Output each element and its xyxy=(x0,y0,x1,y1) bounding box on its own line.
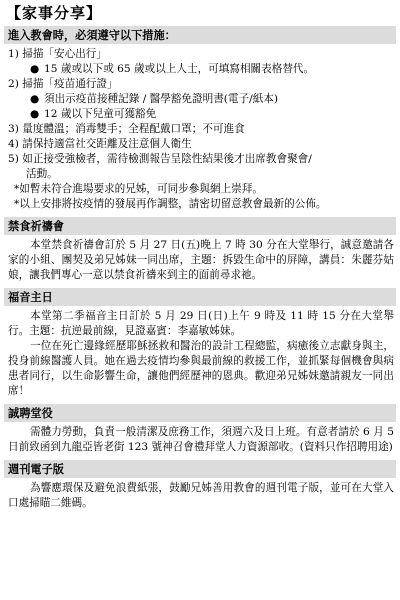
entry-item-2: 2) 掃描「疫苗通行證」 xyxy=(8,78,118,90)
page-title: 【家事分享】 xyxy=(6,4,103,22)
sub-item-text: 15 歲或以下或 65 歲或以上人士，可填寫相關表格替代。 xyxy=(44,63,315,75)
sub-item-text: 須出示疫苗接種記錄 / 醫學豁免證明書(電子/紙本) xyxy=(44,93,279,105)
entry-item-1-sub-1 xyxy=(4,62,396,77)
entry-note-1: *如暫未符合進場要求的兄姊，可同步參與網上崇拜。 xyxy=(14,183,263,195)
hiring-text: 需體力勞動，負責一般清潔及庶務工作，須週六及日上班。有意者請於 6 月 5 日前致函到九龍亞皆老街 123 號神召會禮拜堂人力資源部收。(資料只作招聘用途) xyxy=(8,426,394,453)
sub-item-text: 12 歲以下兒童可獲豁免 xyxy=(44,108,157,120)
fasting-header: 禁食祈禱會 xyxy=(4,217,396,235)
weekly-header: 週刊電子版 xyxy=(4,460,396,478)
entry-item-1: 1) 掃描「安心出行」 xyxy=(8,48,107,60)
hiring-header: 誠聘堂役 xyxy=(4,404,396,422)
entry-note-2: *以上安排將按疫情的發展再作調整，請密切留意教會最新的公佈。 xyxy=(14,198,327,210)
bullet-icon: ● xyxy=(30,63,40,75)
entry-item-4: 4) 請保持適當社交距離及注意個人衛生 xyxy=(8,138,192,150)
weekly-text: 為響應環保及避免浪費紙張，鼓勵兄姊善用教會的週刊電子版，並可在大堂入口處掃瞄二維碼。 xyxy=(8,482,394,509)
fasting-text: 本堂禁食祈禱會訂於 5 月 27 日(五)晚上 7 時 30 分在大堂舉行，誠意邀請各家的小組、團契及弟兄姊妹一同出席，主題：拆毀生命中的屏障，講員：朱麗芬姑娘，讓我們專心一意以禁食祈禱來到主的面前尋求祂。 xyxy=(8,239,394,281)
entry-item-5-cont: 活動。 xyxy=(26,168,58,180)
gospel-header: 福音主日 xyxy=(4,288,396,306)
entry-item-5-text: 5) 如正接受強檢者，需待檢測報告呈陰性結果後才出席教會聚會/ xyxy=(8,153,312,165)
entry-item-5 xyxy=(4,152,396,182)
entry-item-3: 3) 量度體溫；消毒雙手；全程配戴口罩；不可進食 xyxy=(8,123,245,135)
bullet-icon: ● xyxy=(30,108,40,120)
entry-rules-header: 進入教會時，必須遵守以下措施： xyxy=(4,26,396,44)
gospel-para-2: 一位在死亡邊緣經歷耶穌拯救和醫治的設計工程總監，病癒後立志獻身與主，投身前線醫護人員。她在過去疫情均參與最前線的救援工作，並抓緊每個機會與病患者同行，以生命影響生命，讓他們經歷神的恩典。歡迎弟兄姊妹邀請親友一同出席！ xyxy=(8,340,394,397)
entry-item-2-sub-1 xyxy=(4,92,396,107)
gospel-para-1: 本堂第二季福音主日訂於 5 月 29 日(日)上午 9 時及 11 時 15 分在大堂舉行。主題：抗逆最前線，見證嘉賓：李嘉敏姊妹。 xyxy=(8,310,394,337)
bullet-icon: ● xyxy=(30,93,40,105)
entry-item-2-sub-2 xyxy=(4,107,396,122)
